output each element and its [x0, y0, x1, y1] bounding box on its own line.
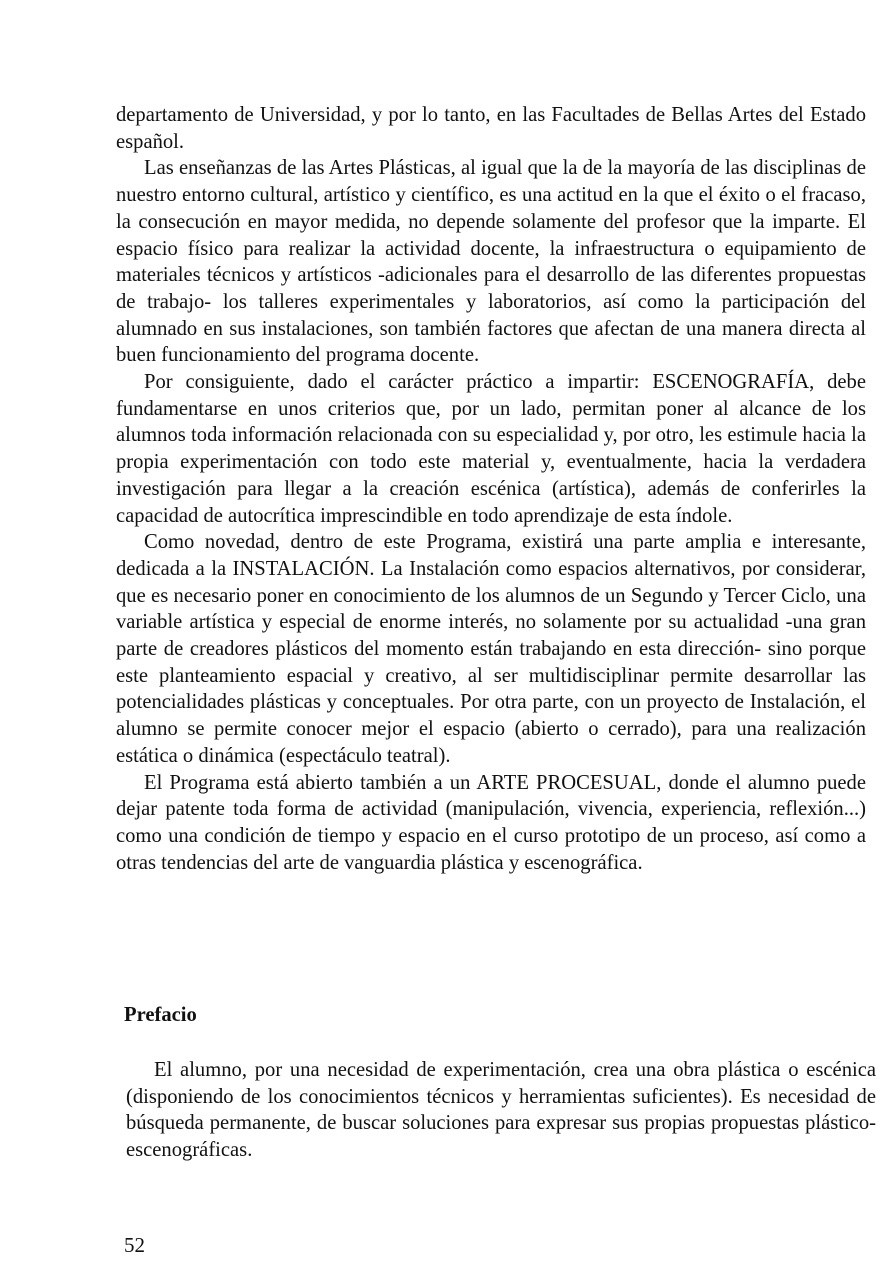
- preface-section: [126, 1057, 876, 1164]
- body-text: [116, 102, 866, 876]
- paragraph-prefacio: El alumno, por una necesidad de experimentación, crea una obra plástica o escénica (disponiendo de los conocimientos técnicos y herramientas suficientes). Es necesidad de búsqueda permanente, de buscar soluciones para expresar sus propias propuestas plástico-escenográficas.: [126, 1059, 876, 1162]
- paragraph-continuation: departamento de Universidad, y por lo tanto, en las Facultades de Bellas Artes del Estado español.: [116, 104, 866, 153]
- paragraph-artes-plasticas: Las enseñanzas de las Artes Plásticas, al igual que la de la mayoría de las disciplinas de nuestro entorno cultural, artístico y científico, es una actitud en la que el éxito o el fracaso, la consecución en mayor medida, no depende solamente del profesor que la imparte. El espacio físico para realizar la actividad docente, la infraestructura o equipamiento de materiales técnicos y artísticos -adicionales para el desarrollo de las diferentes propuestas de trabajo- los talleres experimentales y laboratorios, así como la participación del alumnado en sus instalaciones, son también factores que afectan de una manera directa al buen funcionamiento del programa docente.: [116, 157, 866, 367]
- paragraph-escenografia: Por consiguiente, dado el carácter práctico a impartir: ESCENOGRAFÍA, debe fundamentarse en unos criterios que, por un lado, permitan poner al alcance de los alumnos toda información relacionada con su especialidad y, por otro, les estimule hacia la propia experimentación con todo este material y, eventualmente, hacia la verdadera investigación para llegar a la creación escénica (artística), además de conferirles la capacidad de autocrítica imprescindible en todo aprendizaje de esta índole.: [116, 371, 866, 527]
- page-number: 52: [124, 1233, 145, 1257]
- section-heading-prefacio: Prefacio: [124, 1004, 197, 1026]
- paragraph-arte-procesual: El Programa está abierto también a un ARTE PROCESUAL, donde el alumno puede dejar patente toda forma de actividad (manipulación, vivencia, experiencia, reflexión...) como una condición de tiempo y espacio en el curso prototipo de un proceso, así como a otras tendencias del arte de vanguardia plástica y escenográfica.: [116, 771, 866, 874]
- paragraph-instalacion: Como novedad, dentro de este Programa, existirá una parte amplia e interesante, dedicada a la INSTALACIÓN. La Instalación como espacios alternativos, por considerar, que es necesario poner en conocimiento de los alumnos de un Segundo y Tercer Ciclo, una variable artística y especial de enorme interés, no solamente por su actualidad -una gran parte de creadores plásticos del momento están trabajando en esta dirección- sino porque este planteamiento espacial y creativo, al ser multidisciplinar permite desarrollar las potencialidades plásticas y conceptuales. Por otra parte, con un proyecto de Instalación, el alumno se permite conocer mejor el espacio (abierto o cerrado), para una realización estática o dinámica (espectáculo teatral).: [116, 531, 866, 767]
